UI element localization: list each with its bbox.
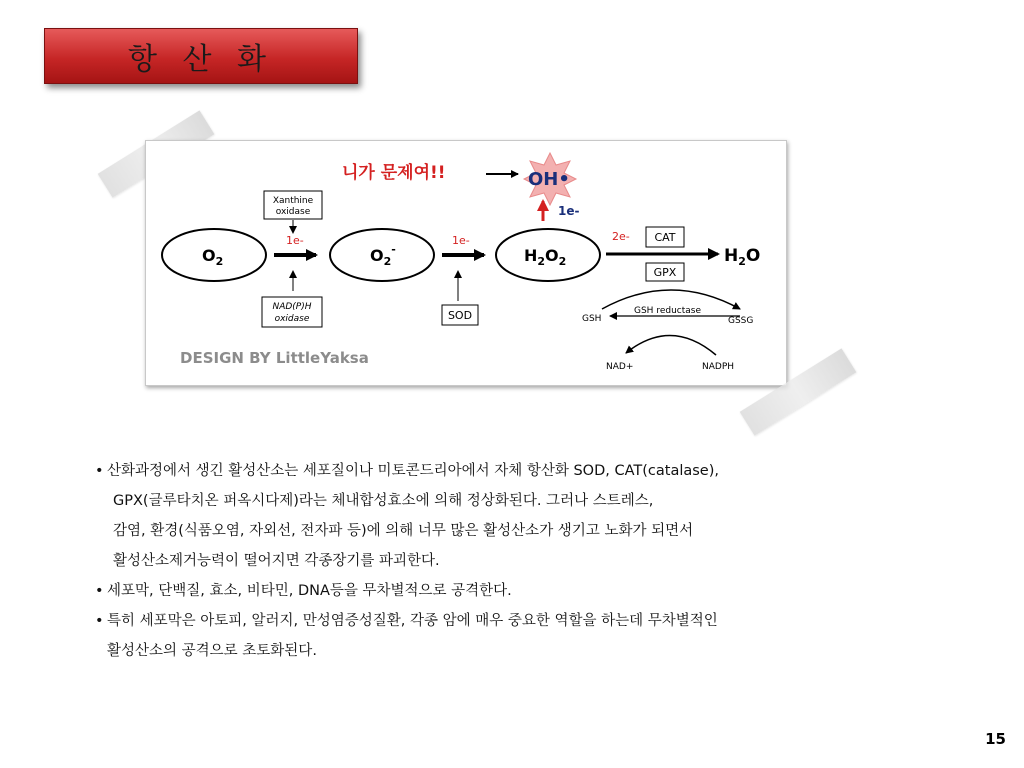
slide-title: 항 산 화 [127, 42, 274, 77]
step2-electron-label: 1e- [452, 234, 470, 247]
cat-label: CAT [654, 231, 676, 244]
step1-electron-label: 1e- [286, 234, 304, 247]
problem-text: 니가 문제여!! [342, 163, 446, 183]
nadph-oxidase-line1: NAD(P)H [272, 302, 312, 312]
bullet-line: • 세포막, 단백질, 효소, 비타민, DNA등을 무차별적으로 공격한다. [107, 583, 512, 599]
gpx-label: GPX [653, 266, 677, 279]
bullet-list [95, 456, 915, 666]
gsh-label: GSH [582, 314, 602, 324]
bullet-line: 감염, 환경(식품오염, 자외선, 전자파 등)에 의해 너무 많은 활성산소가 생기고 노화가 되면서 [113, 523, 694, 539]
water-label: $H_2O$ [724, 246, 761, 268]
nad-plus-label: NAD+ [606, 362, 634, 372]
nadph-oxidase-line2: oxidase [274, 314, 310, 324]
gssg-label: GSSG [728, 316, 754, 326]
bullet-line: 활성산소제거능력이 떨어지면 각종장기를 파괴한다. [113, 553, 440, 569]
diagram-canvas [146, 141, 786, 385]
bullet-line: 활성산소의 공격으로 초토화된다. [107, 643, 317, 659]
sod-label: SOD [447, 309, 473, 322]
bullet-item [95, 456, 915, 576]
superoxide-label: $O_2^-$ [370, 243, 396, 268]
design-credit: DESIGN BY LittleYaksa [180, 349, 369, 367]
hydrogen-peroxide-label: $H_2O_2$ [524, 246, 567, 268]
bullet-item [95, 576, 915, 606]
title-banner [44, 28, 358, 84]
bullet-item [95, 606, 915, 666]
oxygen-label: $O_2$ [202, 246, 224, 268]
xanthine-oxidase-line2: oxidase [275, 207, 311, 217]
nadph-arc [626, 335, 716, 355]
bullet-line: • 산화과정에서 생긴 활성산소는 세포질이나 미토콘드리아에서 자체 항산화 SOD, CAT(catalase), [107, 463, 719, 479]
bullet-line: • 특히 세포막은 아토피, 알러지, 만성염증성질환, 각종 암에 매우 중요한 역할을 하는데 무차별적인 [107, 613, 718, 629]
radical-label: OH• [528, 169, 570, 190]
bullet-line: GPX(글루타치온 퍼옥시다제)라는 체내합성효소에 의해 정상화된다. 그러나 스트레스, [113, 493, 654, 509]
step3-electron-label: 2e- [612, 230, 630, 243]
xanthine-oxidase-line1: Xanthine [272, 196, 314, 206]
page-number: 15 [985, 730, 1006, 748]
gsh-reductase-label: GSH reductase [634, 306, 701, 316]
radical-electron-label: 1e- [558, 204, 580, 218]
antioxidant-diagram [145, 140, 787, 386]
nadph-label: NADPH [702, 362, 735, 372]
